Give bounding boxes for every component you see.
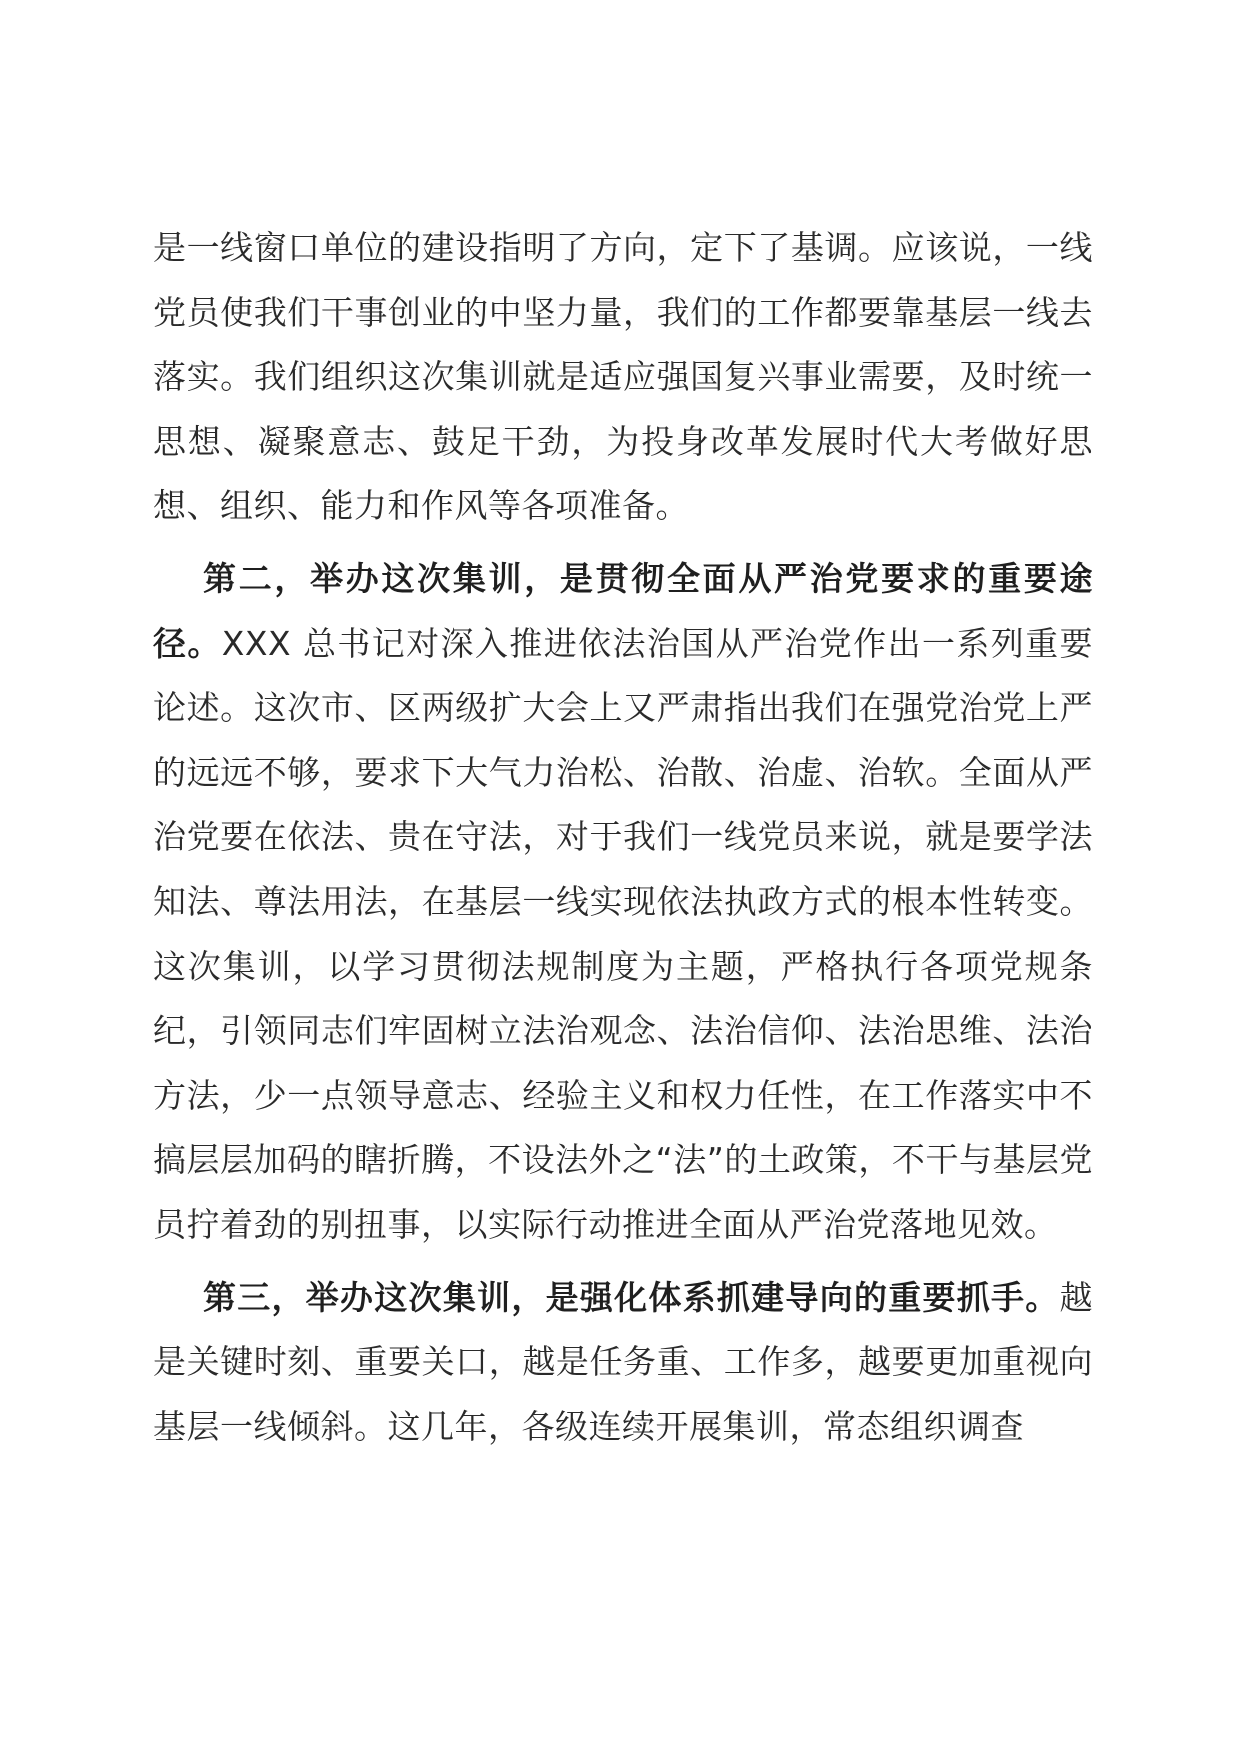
paragraph-3-heading: 第三，举办这次集训，是强化体系抓建导向的重要抓手。 [203, 1277, 1060, 1317]
paragraph-1 [153, 216, 1093, 539]
paragraph-1-text: 是一线窗口单位的建设指明了方向，定下了基调。应该说，一线党员使我们干事创业的中坚力量，我们的工作都要靠基层一线去落实。我们组织这次集训就是适应强国复兴事业需要，及时统一思想、凝聚意志、鼓足干劲，为投身改革发展时代大考做好思想、组织、能力和作风等各项准备。 [153, 228, 1093, 526]
paragraph-2-text: XXX 总书记对深入推进依法治国从严治党作出一系列重要论述。这次市、区两级扩大会上又严肃指出我们在强党治党上严的远远不够，要求下大气力治松、治散、治虚、治软。全面从严治党要在依法、贵在守法，对于我们一线党员来说，就是要学法知法、尊法用法，在基层一线实现依法执政方式的根本性转变。这次集训，以学习贯彻法规制度为主题，严格执行各项党规条纪，引领同志们牢固树立法治观念、法治信仰、法治思维、法治方法，少一点领导意志、经验主义和权力任性，在工作落实中不搞层层加码的瞎折腾，不设法外之“法”的土政策，不干与基层党员拧着劲的别扭事，以实际行动推进全面从严治党落地见效。 [153, 623, 1094, 1244]
paragraph-2 [153, 547, 1093, 1258]
document-body [153, 216, 1093, 1459]
paragraph-3-text: 越是关键时刻、重要关口，越是任务重、工作多，越要更加重视向基层一线倾斜。这几年，各级连续开展集训，常态组织调查 [153, 1277, 1093, 1446]
paragraph-3 [153, 1266, 1093, 1460]
paragraph-2-heading: 第二，举办这次集训，是贯彻全面从严治党要求的重要途径。 [153, 558, 1093, 663]
